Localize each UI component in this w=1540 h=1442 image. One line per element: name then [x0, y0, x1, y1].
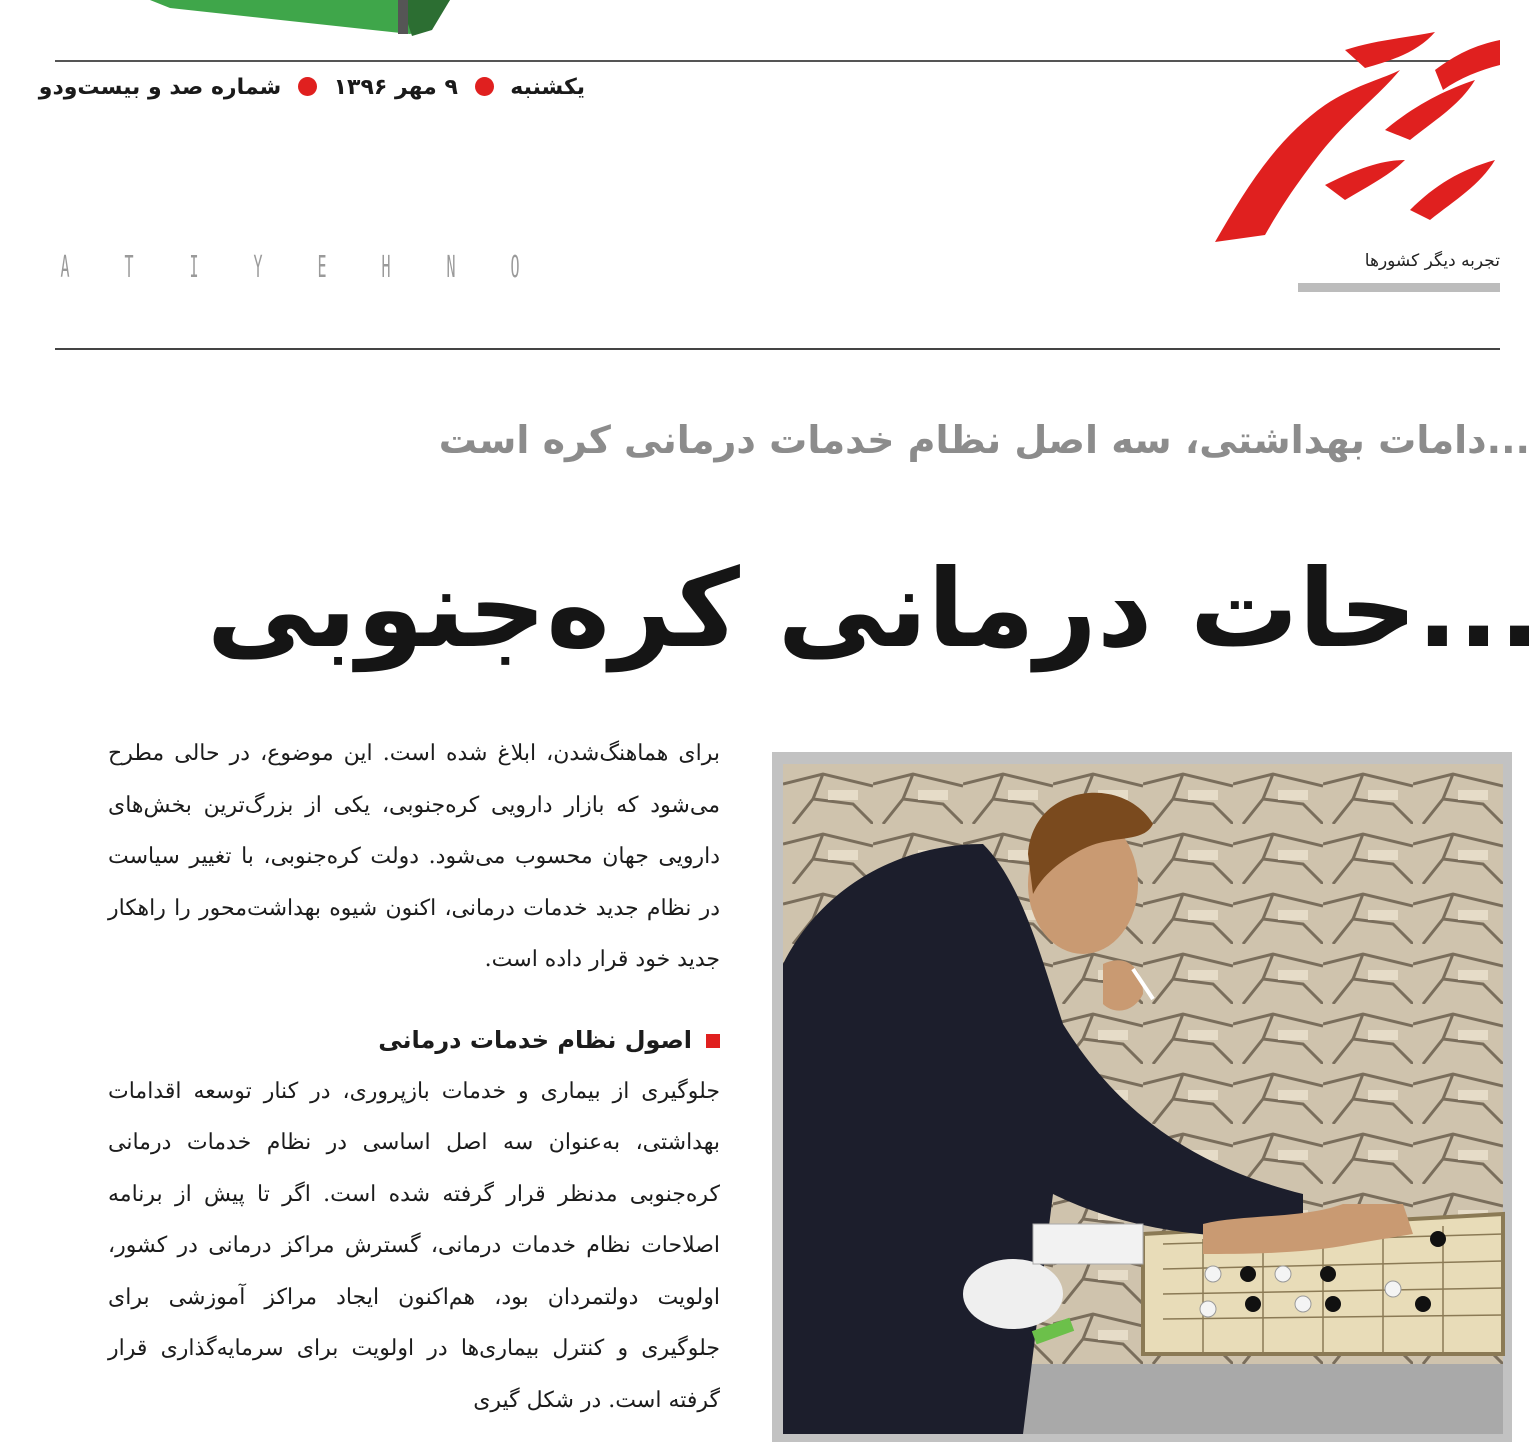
article-headline: ...حات درمانی کره‌جنوبی — [206, 547, 1540, 672]
decorative-letter: H — [381, 250, 391, 285]
article-subheadline: ...دامات بهداشتی، سه اصل نظام خدمات درمانی کره است — [438, 418, 1530, 462]
decorative-letter: N — [446, 250, 456, 285]
photo-man-playing-go-icon — [783, 764, 1503, 1434]
bullet-dot-icon — [298, 77, 317, 96]
decorative-letter: T — [124, 250, 134, 285]
article-section-heading — [108, 1018, 720, 1062]
decorative-letter: A — [60, 250, 70, 285]
decorative-letter: I — [189, 250, 199, 285]
section-heading-text: اصول نظام خدمات درمانی — [378, 1025, 692, 1054]
dateline-date: ۹ مهر ۱۳۹۶ — [333, 75, 458, 100]
decorative-letter-row — [50, 245, 530, 290]
section-kicker: تجربه دیگر کشورها — [1364, 251, 1500, 271]
dateline-day: یکشنبه — [510, 75, 585, 100]
dateline — [38, 68, 585, 108]
kicker-underline — [1298, 283, 1500, 292]
red-square-bullet-icon — [706, 1034, 720, 1048]
bullet-dot-icon — [475, 77, 494, 96]
decorative-letter: O — [510, 250, 520, 285]
article-body — [108, 728, 720, 1428]
decorative-letter: E — [317, 250, 327, 285]
article-section-paragraph: جلوگیری از بیماری و خدمات بازپروری، در کنار توسعه اقدامات بهداشتی، به‌عنوان سه اصل اساسی در نظام خدمات درمانی کره‌جنوبی مدنظر قرار گرفته شده است. اگر تا پیش از برنامه اصلاحات نظام خدمات درمانی، گسترش مراکز درمانی در کشور، اولویت دولتمردان بود، هم‌اکنون ایجاد مراکز آموزشی برای جلوگیری و کنترل بیماری‌ها در اولویت برای سرمایه‌گذاری قرار گرفته است. در شکل گیری — [108, 1078, 720, 1413]
decorative-letter: Y — [253, 250, 263, 285]
section-divider — [55, 348, 1500, 350]
dateline-issue: شماره صد و بیست‌ودو — [38, 75, 282, 100]
newspaper-logo — [1205, 10, 1505, 250]
top-graphic-fragment — [150, 0, 450, 38]
article-intro-paragraph: برای هماهنگ‌شدن، ابلاغ شده است. این موضوع، در حالی مطرح می‌شود که بازار دارویی کره‌جنوبی، یکی از بزرگ‌ترین بخش‌های دارویی جهان محسوب می‌شود. دولت کره‌جنوبی، با تغییر سیاست در نظام جدید خدمات درمانی، اکنون شیوه بهداشت‌محور را راهکار جدید خود قرار داده است. — [108, 741, 720, 972]
